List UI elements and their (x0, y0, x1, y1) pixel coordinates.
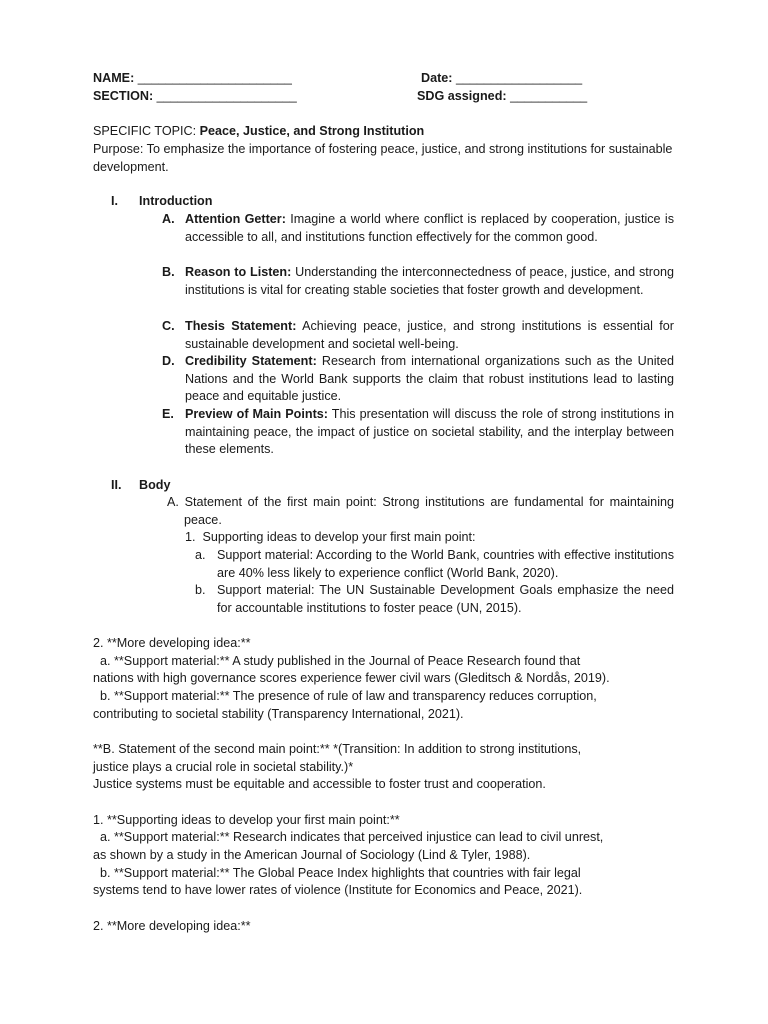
item-text: Research from international organizations such as the United Nations and the World Bank supports the claim that robust institutions lead to lasting peace and equitable justice. (185, 354, 675, 404)
section-blank: ____________________ (156, 89, 297, 103)
sdg-blank: ___________ (510, 89, 588, 103)
topic-label: SPECIFIC TOPIC: (93, 124, 197, 138)
support-letter-b: b. (195, 583, 206, 597)
specific-topic (93, 123, 424, 141)
section-field (93, 88, 297, 106)
raw-line: 2. **More developing idea:** (93, 919, 251, 933)
raw-line: nations with high governance scores experience fewer civil wars (Gleditsch & Nordås, 2019). (93, 671, 610, 685)
intro-item-credibility (185, 353, 674, 406)
date-label: Date: (421, 71, 453, 85)
body-heading: Body (139, 478, 171, 492)
raw-line: Justice systems must be equitable and accessible to foster trust and cooperation. (93, 777, 546, 791)
body-numeral: II. (111, 478, 122, 492)
intro-heading: Introduction (139, 194, 213, 208)
item-label: Reason to Listen: (185, 265, 292, 279)
raw-line: a. **Support material:** A study published in the Journal of Peace Research found that (93, 654, 581, 668)
raw-line: contributing to societal stability (Transparency International, 2021). (93, 707, 464, 721)
intro-item-preview (185, 406, 674, 459)
raw-line: systems tend to have lower rates of violence (Institute for Economics and Peace, 2021). (93, 883, 583, 897)
date-field (421, 70, 582, 88)
supporting-ideas: 1. Supporting ideas to develop your first main point: (185, 530, 476, 544)
raw-line: 1. **Supporting ideas to develop your first main point:** (93, 813, 400, 827)
date-blank: __________________ (456, 71, 583, 85)
item-text: Achieving peace, justice, and strong institutions is essential for sustainable development and societal well-being. (185, 319, 674, 351)
intro-item-thesis (185, 318, 674, 353)
intro-letter-e: E. (162, 407, 174, 421)
name-label: NAME: (93, 71, 135, 85)
intro-letter-d: D. (162, 354, 175, 368)
intro-numeral: I. (111, 194, 118, 208)
sdg-label: SDG assigned: (417, 89, 507, 103)
intro-letter-c: C. (162, 319, 175, 333)
intro-item-reason-to-listen (185, 264, 674, 299)
sdg-field (417, 88, 587, 106)
intro-letter-b: B. (162, 265, 175, 279)
name-blank: ______________________ (137, 71, 292, 85)
raw-line: as shown by a study in the American Journal of Sociology (Lind & Tyler, 1988). (93, 848, 531, 862)
raw-line: 2. **More developing idea:** (93, 636, 251, 650)
item-label: Preview of Main Points: (185, 407, 328, 421)
intro-letter-a: A. (162, 212, 175, 226)
section-label: SECTION: (93, 89, 154, 103)
support-letter-a: a. (195, 548, 206, 562)
topic-value: Peace, Justice, and Strong Institution (199, 124, 425, 138)
raw-line: justice plays a crucial role in societal stability.)* (93, 760, 354, 774)
main-point-a-text: A. Statement of the first main point: Strong institutions are fundamental for maintaining peace. (167, 495, 674, 527)
raw-line: b. **Support material:** The Global Peace Index highlights that countries with fair legal (93, 866, 581, 880)
name-field (93, 70, 292, 88)
support-material-b: Support material: The UN Sustainable Development Goals emphasize the need for accountable institutions to foster peace (UN, 2015). (217, 583, 674, 615)
item-label: Credibility Statement: (185, 354, 317, 368)
support-material-a: Support material: According to the World Bank, countries with effective institutions are 40% less likely to experience conflict (World Bank, 2020). (217, 548, 674, 580)
raw-line: **B. Statement of the second main point:** *(Transition: In addition to strong institutions, (93, 742, 582, 756)
item-label: Attention Getter: (185, 212, 286, 226)
intro-item-attention-getter (185, 211, 674, 246)
item-label: Thesis Statement: (185, 319, 297, 333)
item-text: Imagine a world where conflict is replaced by cooperation, justice is accessible to all, and institutions function effectively for the common good. (185, 212, 675, 244)
purpose: Purpose: To emphasize the importance of fostering peace, justice, and strong institutions for sustainable development. (93, 142, 673, 174)
main-point-a (167, 494, 674, 529)
raw-line: b. **Support material:** The presence of rule of law and transparency reduces corruption, (93, 689, 597, 703)
item-text: This presentation will discuss the role of strong institutions in maintaining peace, the impact of justice on societal stability, and the interplay between these elements. (185, 407, 674, 457)
item-text: Understanding the interconnectedness of peace, justice, and strong institutions is vital for creating stable societies that foster growth and development. (185, 265, 674, 297)
raw-line: a. **Support material:** Research indicates that perceived injustice can lead to civil unrest, (93, 830, 604, 844)
